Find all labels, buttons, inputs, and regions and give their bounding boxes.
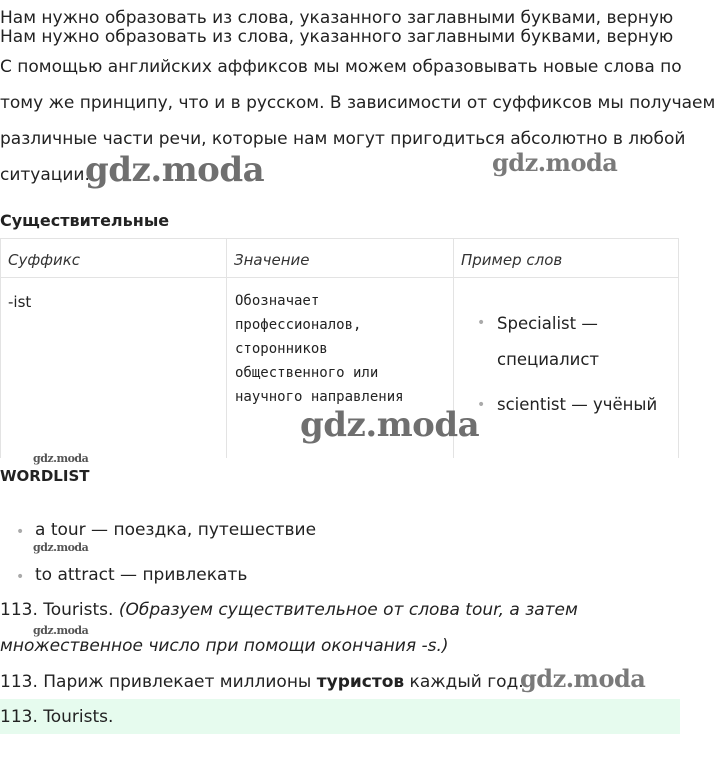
example-item: специалист [497, 350, 600, 369]
translation-line: 113. Париж привлекает миллионы туристов каждый год. [0, 672, 524, 692]
wordlist-title: WORDLIST [0, 467, 90, 485]
meaning-cell: Обозначает профессионалов, сторонников общественного или научного направления [235, 293, 404, 405]
intro-line-1: Нам нужно образовать из слова, указанного заглавными буквами, верную [0, 8, 674, 28]
answer-line-1: 113. Tourists. (Образуем существительное от слова tour, а затем [0, 600, 578, 620]
intro-line-5: ситуации. [0, 165, 90, 185]
answer-line-2: множественное число при помощи окончания -s.) [0, 636, 449, 656]
wordlist-item: to attract — привлекать [35, 565, 248, 585]
example-item: scientist — учёный [497, 395, 658, 414]
example-item: Specialist — [497, 314, 598, 333]
table-divider [678, 238, 679, 458]
watermark-logo: gdz.moda [85, 150, 265, 190]
bullet-dot: • [16, 524, 25, 540]
wordlist-item: a tour — поездка, путешествие [35, 520, 317, 540]
watermark-logo: gdz.moda [300, 405, 480, 445]
intro-line-3: тому же принципу, что и в русском. В зависимости от суффиксов мы получаем [0, 93, 715, 113]
table-divider [226, 238, 227, 458]
bullet-dot: • [16, 569, 25, 585]
intro-line-2: С помощью английских аффиксов мы можем образовывать новые слова по [0, 57, 682, 77]
bullet-dot: • [477, 315, 486, 331]
intro-line-4: различные части речи, которые нам могут пригодиться абсолютно в любой [0, 129, 686, 149]
intro-cut-line: Нам нужно образовать из слова, указанного заглавными буквами, верную [0, 27, 674, 47]
table-header-cell: Значение [226, 238, 453, 278]
suffix-cell: -ist [8, 293, 32, 311]
watermark-logo: gdz.moda [492, 148, 618, 177]
watermark-logo: gdz.moda [33, 452, 89, 465]
table-divider [0, 238, 1, 458]
watermark-logo: gdz.moda [520, 664, 646, 693]
final-answer: 113. Tourists. [0, 707, 114, 727]
section-title: Существительные [0, 211, 170, 230]
watermark-logo: gdz.moda [33, 541, 89, 554]
watermark-logo: gdz.moda [33, 624, 89, 637]
table-header-cell: Суффикс [0, 238, 226, 278]
bullet-dot: • [477, 397, 486, 413]
table-header-cell: Пример слов [453, 238, 679, 278]
